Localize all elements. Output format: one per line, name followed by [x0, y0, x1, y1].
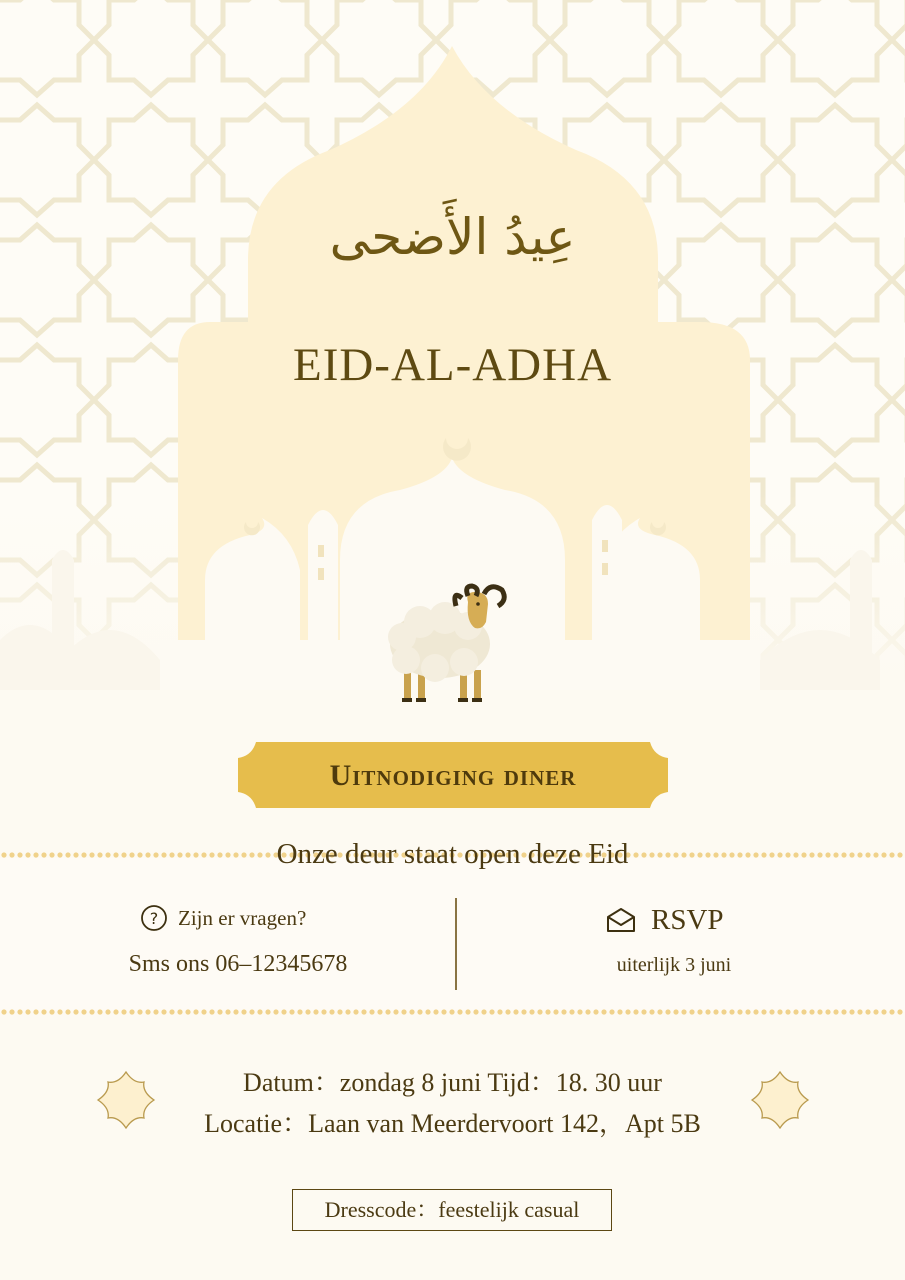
event-details — [160, 1062, 745, 1144]
envelope-open-icon — [605, 906, 637, 934]
rsvp-label: RSVP — [651, 903, 724, 936]
dresscode-box: Dresscode：feestelijk casual — [292, 1189, 612, 1231]
page-title: EID-AL-ADHA — [292, 339, 613, 391]
date-time-line: Datum：zondag 8 juni Tijd：18. 30 uur — [243, 1068, 662, 1097]
question-circle-icon — [140, 904, 168, 932]
rsvp-row[interactable] — [605, 902, 724, 938]
bottom-bead-border — [0, 1008, 905, 1016]
rsvp-deadline: uiterlijk 3 juni — [616, 954, 732, 976]
location-line: Locatie：Laan van Meerdervoort 142，Apt 5B — [204, 1109, 701, 1138]
invitation-banner-title: Uitnodiging diner — [329, 759, 577, 792]
ornament-icon — [96, 1070, 156, 1130]
arabic-title: عِيدُ الأَضحى — [329, 208, 576, 266]
info-band — [0, 858, 905, 1012]
sms-contact[interactable]: Sms ons 06–12345678 — [128, 951, 348, 977]
questions-label: Zijn er vragen? — [178, 905, 307, 930]
ornament-icon — [750, 1070, 810, 1130]
sheep-icon — [380, 582, 520, 712]
tagline: Onze deur staat open deze Eid — [276, 838, 629, 870]
svg-text:?: ? — [149, 909, 159, 928]
questions-row — [140, 902, 306, 934]
